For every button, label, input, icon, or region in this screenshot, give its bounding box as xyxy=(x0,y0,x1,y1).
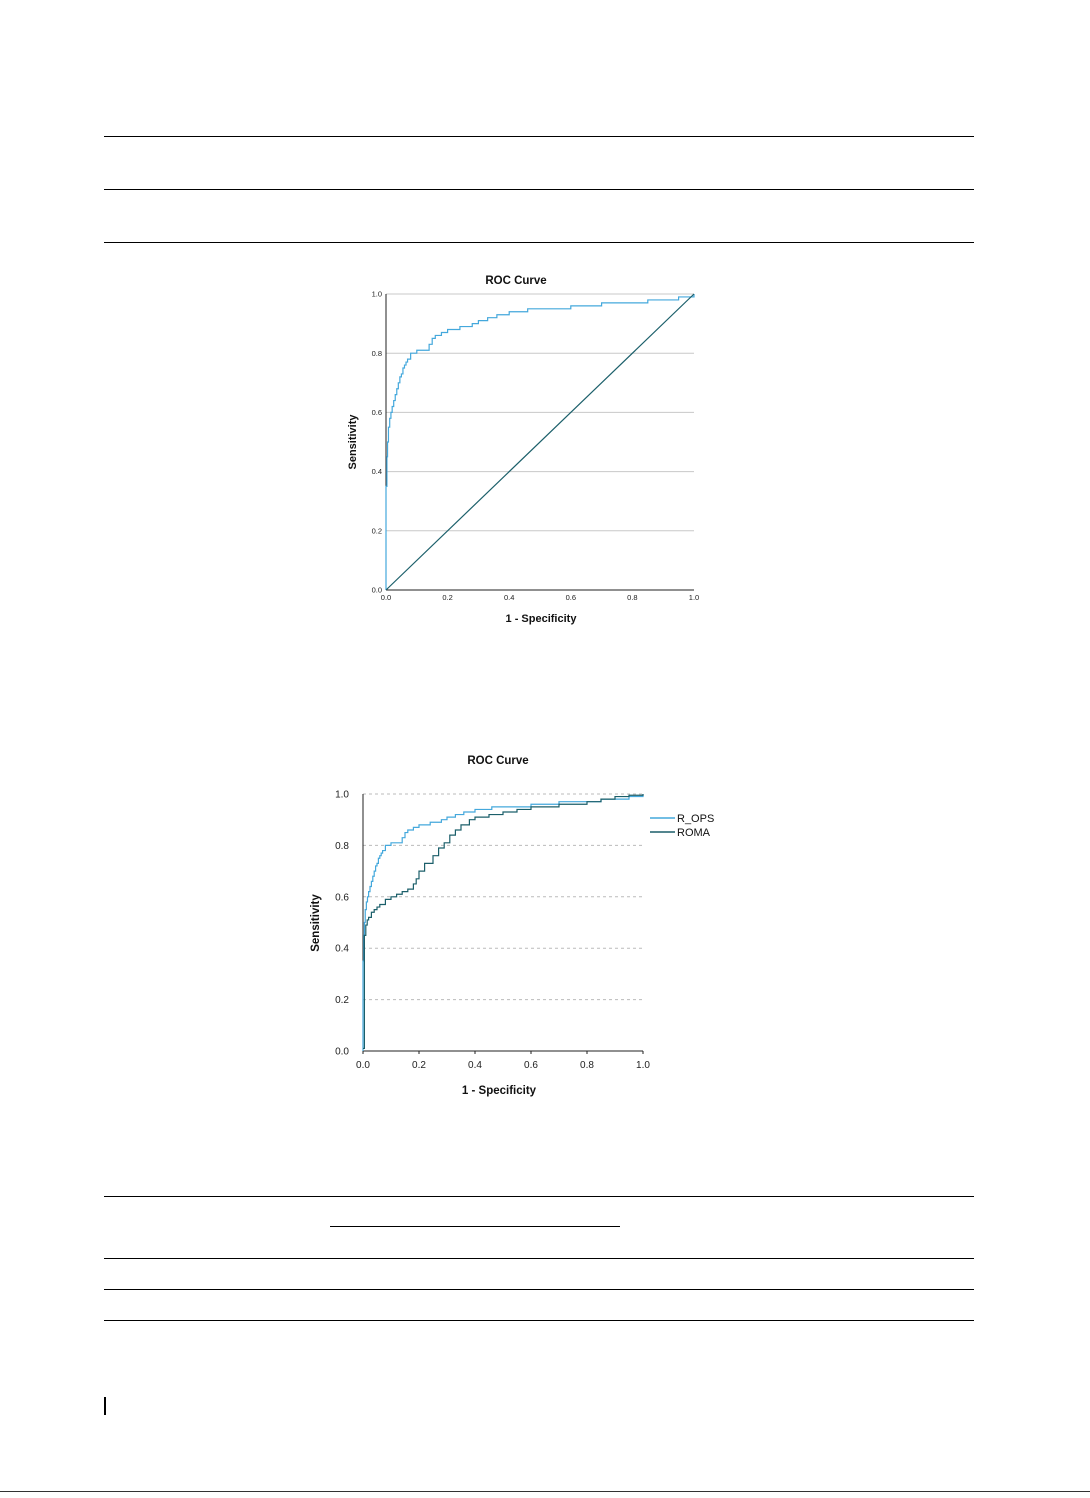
y-tick-label: 0.0 xyxy=(335,1046,349,1058)
table2-top-rule xyxy=(104,1196,974,1197)
y-tick-label: 0.2 xyxy=(371,526,382,536)
x-tick-label: 1.0 xyxy=(688,593,700,602)
y-tick-label: 0.8 xyxy=(335,840,349,852)
y-tick-label: 0.4 xyxy=(371,467,382,477)
table1-mid-rule xyxy=(104,189,974,190)
legend-label-roma: ROMA xyxy=(677,827,710,839)
chart1-xlabel: 1 - Specificity xyxy=(505,613,577,625)
y-tick-label: 0.8 xyxy=(371,348,382,358)
table2-header-rule xyxy=(104,1258,974,1259)
chart1-ylabel: Sensitivity xyxy=(347,414,359,470)
y-tick-label: 1.0 xyxy=(335,789,349,801)
x-tick-label: 0.2 xyxy=(412,1060,426,1071)
y-tick-label: 0.6 xyxy=(335,892,349,904)
legend-label-r-ops: R_OPS xyxy=(677,813,715,825)
x-tick-label: 0.0 xyxy=(356,1060,370,1071)
x-tick-label: 0.4 xyxy=(503,593,515,602)
x-tick-label: 0.4 xyxy=(468,1060,482,1071)
y-tick-label: 1.0 xyxy=(371,289,382,299)
x-tick-label: 0.6 xyxy=(524,1060,538,1071)
y-tick-label: 0.6 xyxy=(371,408,382,418)
x-tick-label: 1.0 xyxy=(636,1060,650,1071)
table2-row-rule xyxy=(104,1289,974,1290)
chart2-legend xyxy=(650,813,714,839)
margin-change-bar xyxy=(104,1397,106,1415)
x-tick-label: 0.8 xyxy=(627,593,638,602)
chart2-xlabel: 1 - Specificity xyxy=(461,1085,537,1097)
page-footer-rule xyxy=(0,1491,1090,1492)
x-tick-label: 0.0 xyxy=(380,593,392,602)
x-tick-label: 0.8 xyxy=(580,1060,594,1071)
roc-chart-1 xyxy=(340,265,720,635)
table2-bottom-rule xyxy=(104,1320,974,1321)
chart2-title: ROC Curve xyxy=(467,755,529,767)
x-tick-label: 0.2 xyxy=(442,593,453,602)
y-tick-label: 0.4 xyxy=(335,943,349,955)
roc-chart-2 xyxy=(300,745,730,1105)
table2-spanner-rule xyxy=(330,1226,620,1227)
table1-bottom-rule xyxy=(104,242,974,243)
x-tick-label: 0.6 xyxy=(565,593,577,602)
chart1-title: ROC Curve xyxy=(485,275,547,287)
chart2-ylabel: Sensitivity xyxy=(310,894,322,952)
y-tick-label: 0.0 xyxy=(371,585,382,595)
y-tick-label: 0.2 xyxy=(335,995,349,1007)
table1-top-rule xyxy=(104,136,974,137)
r-ops-line xyxy=(363,794,643,1051)
